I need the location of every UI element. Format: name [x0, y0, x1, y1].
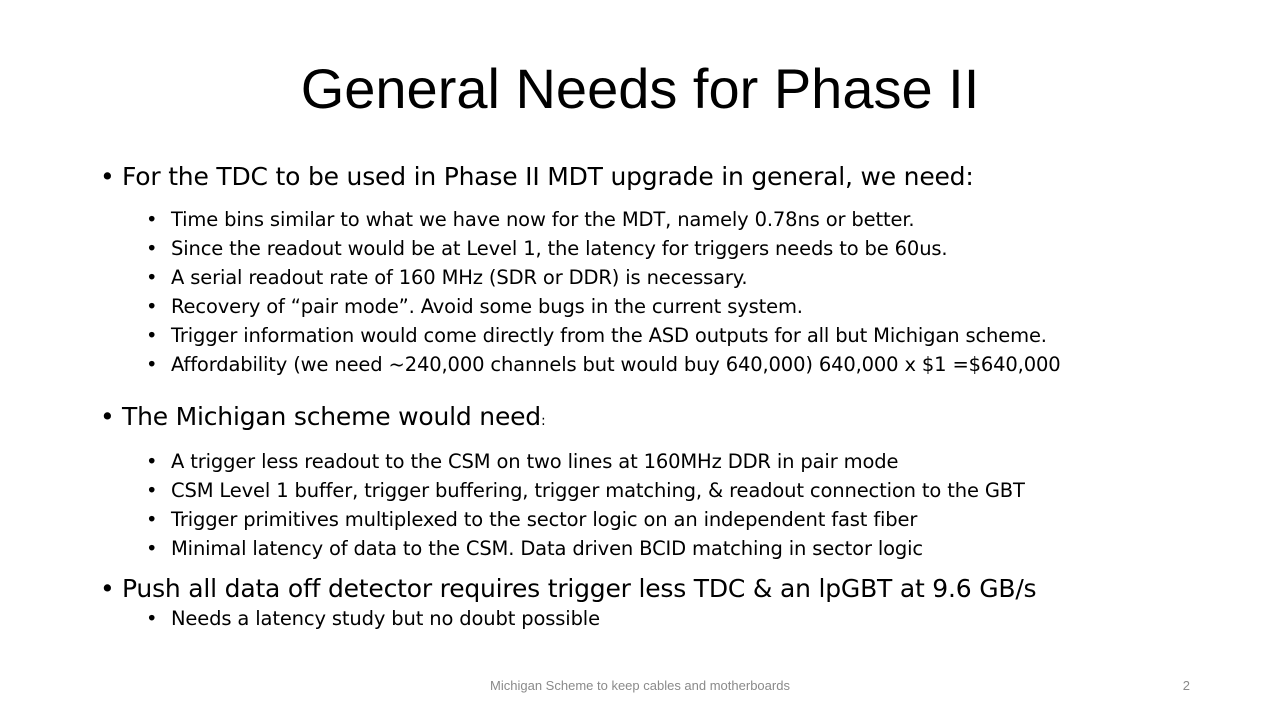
sub-bullet-text: Time bins similar to what we have now for the MDT, namely 0.78ns or better. — [171, 208, 915, 231]
bullet-text: The Michigan scheme would need — [122, 402, 541, 431]
bullet-marker: • — [146, 353, 158, 376]
sub-bullet — [146, 607, 600, 631]
bullet-marker: • — [146, 237, 158, 260]
sub-bullet — [146, 450, 898, 474]
bullet-marker: • — [146, 450, 158, 473]
bullet-marker: • — [100, 402, 115, 431]
sub-bullet — [146, 324, 1047, 348]
bullet-marker: • — [146, 508, 158, 531]
bullet-tdc-needs — [100, 162, 974, 192]
sub-bullet — [146, 353, 1061, 377]
bullet-marker: • — [146, 295, 158, 318]
bullet-michigan-scheme — [100, 402, 546, 436]
page-number: 2 — [1182, 678, 1190, 693]
sub-bullet-text: A serial readout rate of 160 MHz (SDR or DDR) is necessary. — [171, 266, 748, 289]
sub-bullet-text: Needs a latency study but no doubt possible — [171, 607, 600, 630]
sub-bullet-text: Affordability (we need ~240,000 channels but would buy 640,000) 640,000 x $1 =$640,000 — [171, 353, 1061, 376]
sub-bullet-text: CSM Level 1 buffer, trigger buffering, trigger matching, & readout connection to the GBT — [171, 479, 1025, 502]
bullet-marker: • — [146, 266, 158, 289]
sub-bullet — [146, 266, 747, 290]
sub-bullet — [146, 508, 917, 532]
bullet-text: Push all data off detector requires trigger less TDC & an lpGBT at 9.6 GB/s — [122, 574, 1037, 603]
bullet-marker: • — [100, 162, 115, 191]
bullet-marker: • — [146, 607, 158, 630]
sub-bullet-text: Recovery of “pair mode”. Avoid some bugs in the current system. — [171, 295, 803, 318]
sub-bullet — [146, 237, 947, 261]
bullet-marker: • — [146, 537, 158, 560]
bullet-marker: • — [100, 574, 115, 603]
sub-bullet — [146, 479, 1025, 503]
heading-colon: : — [540, 413, 546, 429]
bullet-text: For the TDC to be used in Phase II MDT upgrade in general, we need: — [122, 162, 974, 191]
bullet-marker: • — [146, 208, 158, 231]
sub-bullet — [146, 537, 923, 561]
bullet-push-all-data — [100, 574, 1036, 604]
sub-bullet — [146, 208, 914, 232]
sub-bullet-text: A trigger less readout to the CSM on two lines at 160MHz DDR in pair mode — [171, 450, 899, 473]
sub-bullet — [146, 295, 803, 319]
slide-title: General Needs for Phase II — [300, 57, 980, 120]
sub-bullet-text: Trigger primitives multiplexed to the sector logic on an independent fast fiber — [171, 508, 918, 531]
sub-bullet-text: Since the readout would be at Level 1, the latency for triggers needs to be 60us. — [171, 237, 948, 260]
sub-bullet-text: Minimal latency of data to the CSM. Data driven BCID matching in sector logic — [171, 537, 923, 560]
slide-footer: Michigan Scheme to keep cables and motherboards — [490, 678, 790, 693]
bullet-marker: • — [146, 324, 158, 347]
bullet-marker: • — [146, 479, 158, 502]
sub-bullet-text: Trigger information would come directly from the ASD outputs for all but Michigan scheme. — [171, 324, 1047, 347]
